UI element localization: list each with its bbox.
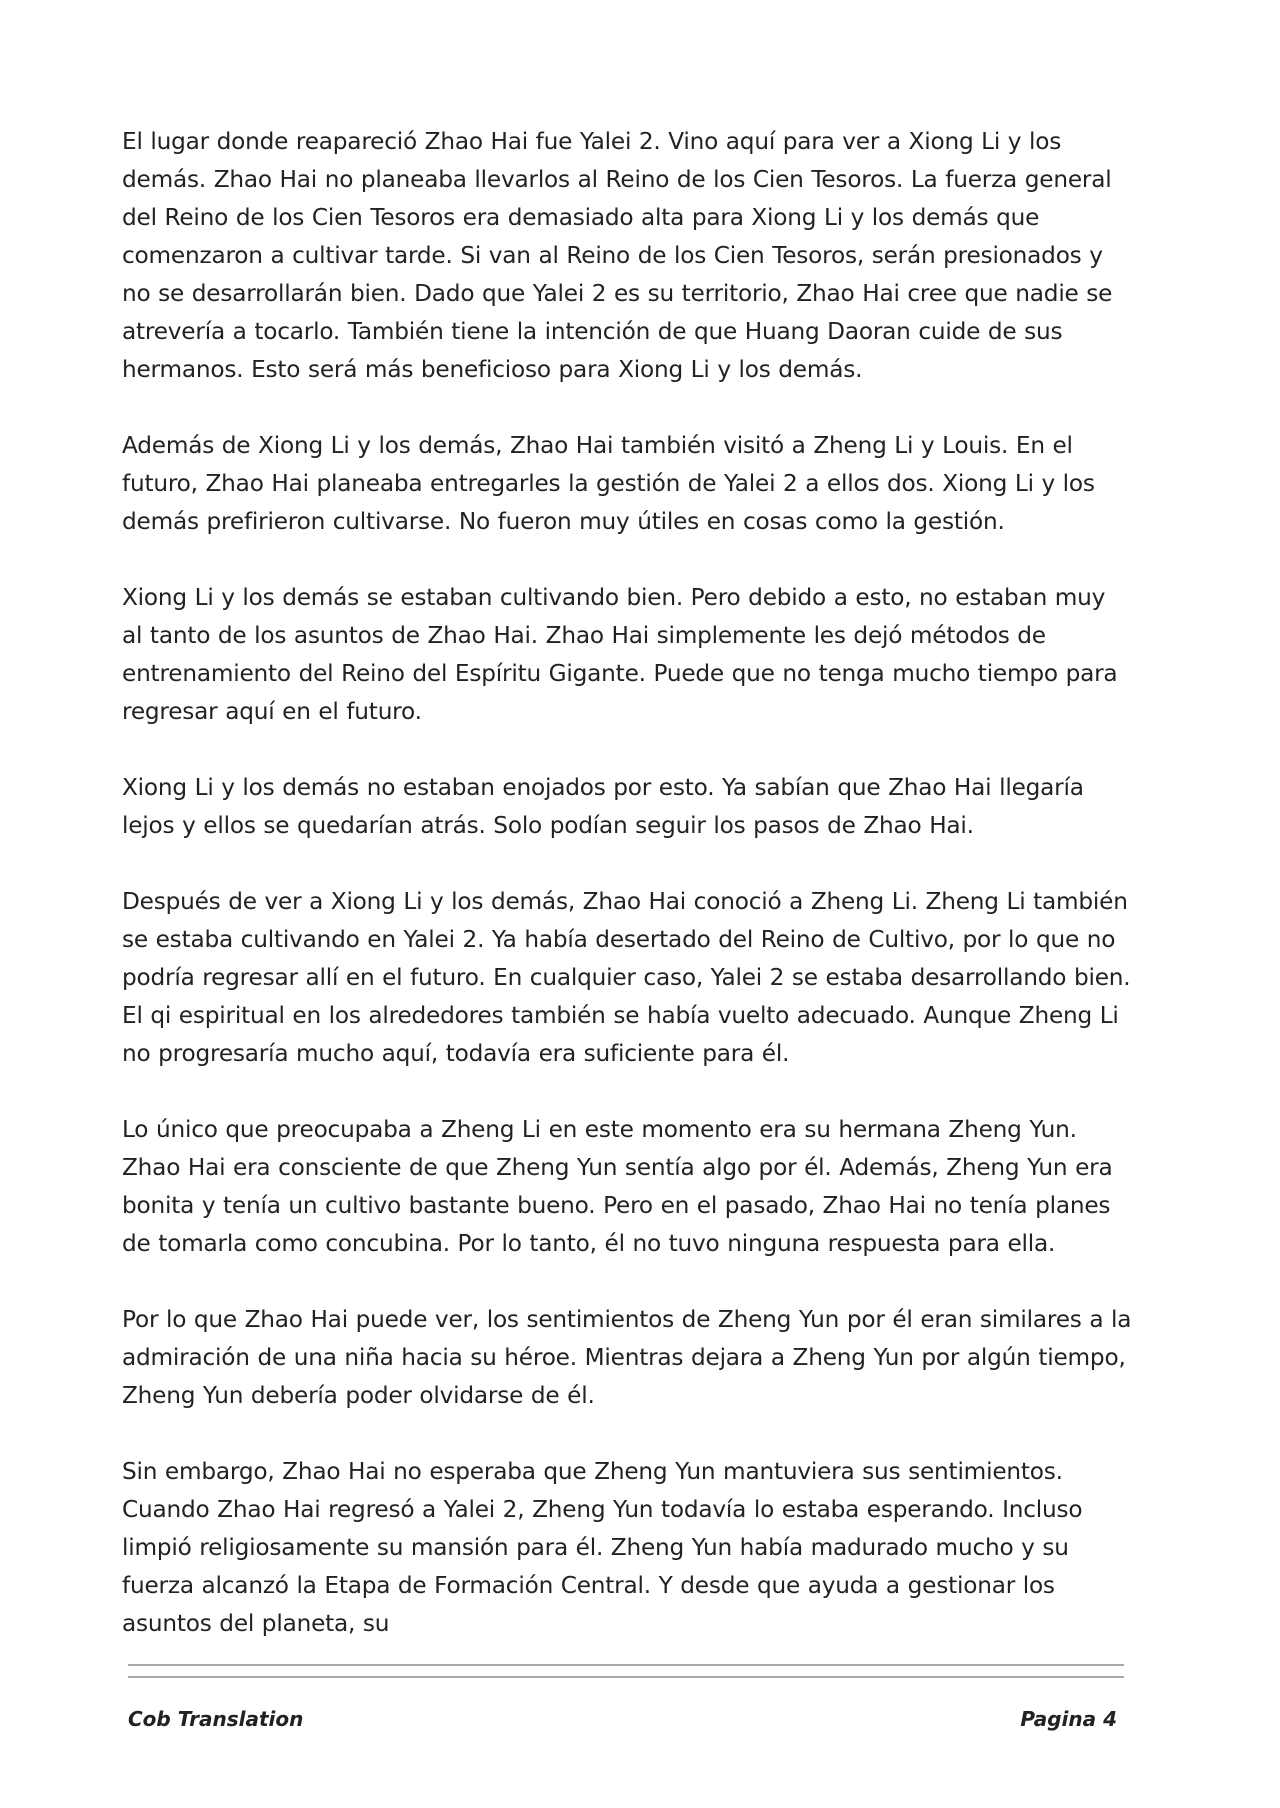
footer-source: Cob Translation (128, 1707, 304, 1731)
paragraph: El lugar donde reapareció Zhao Hai fue Yalei 2. Vino aquí para ver a Xiong Li y los demás. Zhao Hai no planeaba llevarlos al Reino de los Cien Tesoros. La fuerza general del Reino de los Cien Tesoros era demasiado alta para Xiong Li y los demás que comenzaron a cultivar tarde. Si van al Reino de los Cien Tesoros, serán presionados y no se desarrollarán bien. Dado que Yalei 2 es su territorio, Zhao Hai cree que nadie se atrevería a tocarlo. También tiene la intención de que Huang Daoran cuide de sus hermanos. Esto será más beneficioso para Xiong Li y los demás. (122, 128, 1113, 383)
footer-divider-bottom (128, 1676, 1124, 1678)
page-number: Pagina 4 (1020, 1707, 1117, 1731)
paragraph: Xiong Li y los demás no estaban enojados por esto. Ya sabían que Zhao Hai llegaría lejos y ellos se quedarían atrás. Solo podían seguir los pasos de Zhao Hai. (122, 774, 1084, 839)
footer-divider-top (128, 1664, 1124, 1666)
body-text (122, 123, 1132, 1643)
paragraph: Después de ver a Xiong Li y los demás, Zhao Hai conoció a Zheng Li. Zheng Li también se estaba cultivando en Yalei 2. Ya había desertado del Reino de Cultivo, por lo que no podría regresar allí en el futuro. En cualquier caso, Yalei 2 se estaba desarrollando bien. El qi espiritual en los alrededores también se había vuelto adecuado. Aunque Zheng Li no progresaría mucho aquí, todavía era suficiente para él. (122, 888, 1131, 1067)
paragraph: Además de Xiong Li y los demás, Zhao Hai también visitó a Zheng Li y Louis. En el futuro, Zhao Hai planeaba entregarles la gestión de Yalei 2 a ellos dos. Xiong Li y los demás prefirieron cultivarse. No fueron muy útiles en cosas como la gestión. (122, 432, 1095, 535)
paragraph: Sin embargo, Zhao Hai no esperaba que Zheng Yun mantuviera sus sentimientos. Cuando Zhao Hai regresó a Yalei 2, Zheng Yun todavía lo estaba esperando. Incluso limpió religiosamente su mansión para él. Zheng Yun había madurado mucho y su fuerza alcanzó la Etapa de Formación Central. Y desde que ayuda a gestionar los asuntos del planeta, su (122, 1458, 1083, 1637)
paragraph: Lo único que preocupaba a Zheng Li en este momento era su hermana Zheng Yun. Zhao Hai era consciente de que Zheng Yun sentía algo por él. Además, Zheng Yun era bonita y tenía un cultivo bastante bueno. Pero en el pasado, Zhao Hai no tenía planes de tomarla como concubina. Por lo tanto, él no tuvo ninguna respuesta para ella. (122, 1116, 1113, 1257)
paragraph: Por lo que Zhao Hai puede ver, los sentimientos de Zheng Yun por él eran similares a la admiración de una niña hacia su héroe. Mientras dejara a Zheng Yun por algún tiempo, Zheng Yun debería poder olvidarse de él. (122, 1306, 1132, 1409)
paragraph: Xiong Li y los demás se estaban cultivando bien. Pero debido a esto, no estaban muy al tanto de los asuntos de Zhao Hai. Zhao Hai simplemente les dejó métodos de entrenamiento del Reino del Espíritu Gigante. Puede que no tenga mucho tiempo para regresar aquí en el futuro. (122, 584, 1118, 725)
